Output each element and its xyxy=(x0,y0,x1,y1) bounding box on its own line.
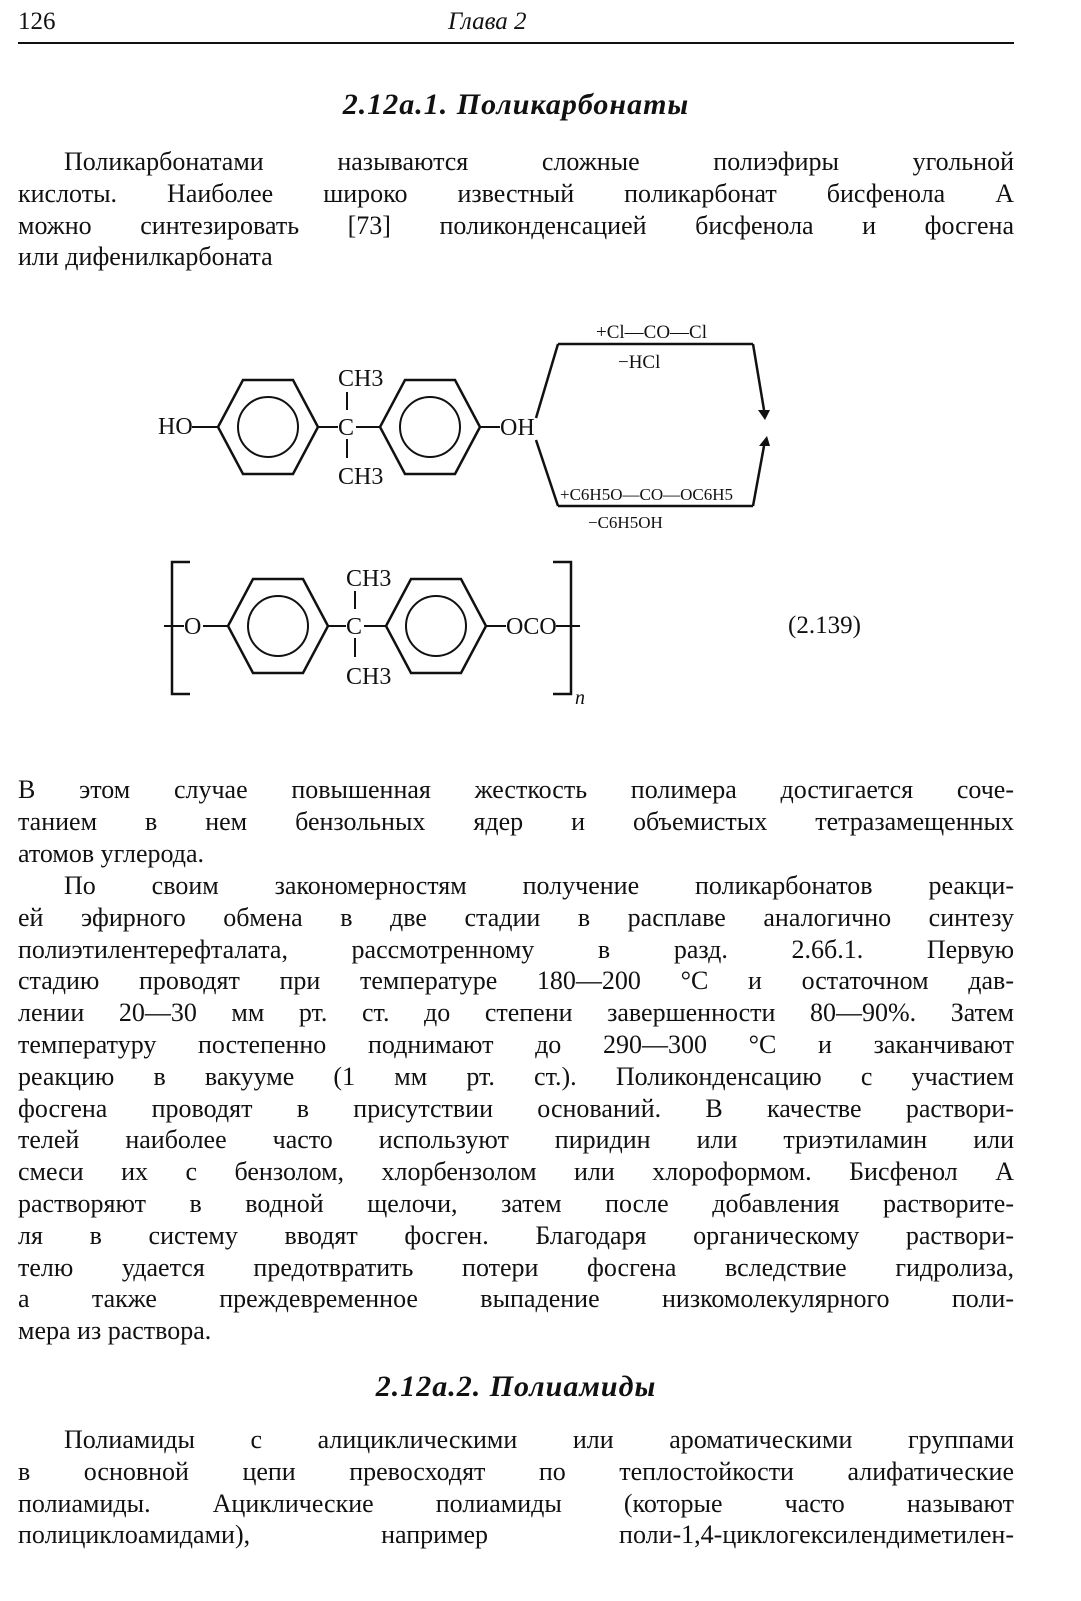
text-line: танием в нем бензольных ядер и объемистых тетразамещенных xyxy=(18,806,1014,836)
text-line: ей эфирного обмена в две стадии в расплаве аналогично синтезу xyxy=(18,902,1014,932)
text-line: растворяют в водной щелочи, затем после добавления растворите- xyxy=(18,1188,1014,1218)
intro-paragraph xyxy=(18,146,1014,273)
text-line: фосгена проводят в присутствии оснований. В качестве раствори- xyxy=(18,1093,1014,1123)
methyl-top: CH3 xyxy=(338,366,384,392)
monomer-left-group: HO xyxy=(158,414,193,440)
paragraph-rigidity xyxy=(18,774,1014,869)
route-bottom-reagent: +C6H5O—CO—OC6H5 xyxy=(560,485,733,504)
polycarbonate-repeat-unit xyxy=(164,562,585,709)
text-line: температуру постепенно поднимают до 290—300 °С и заканчивают xyxy=(18,1029,1014,1059)
text-line: атомов углерода. xyxy=(18,838,204,868)
polymer-right-group: OCO xyxy=(506,614,557,640)
paragraph-synthesis xyxy=(18,870,1014,1347)
paragraph-polyamides xyxy=(18,1424,1014,1551)
polymer-central-carbon: C xyxy=(346,614,363,640)
text-line: кислоты. Наиболее широко известный поликарбонат бисфенола А xyxy=(18,178,1014,208)
monomer-right-group: OH xyxy=(500,415,535,441)
text-line: стадию проводят при температуре 180—200 °С и остаточном дав- xyxy=(18,966,1014,996)
route-top-reagent: +Cl—CO—Cl xyxy=(596,322,708,343)
polymer-methyl-bottom: CH3 xyxy=(346,664,392,690)
polymer-left-group: O xyxy=(184,614,202,640)
text-line: ля в систему вводят фосген. Благодаря органическому раствори- xyxy=(18,1220,1014,1250)
text-line: а также преждевременное выпадение низкомолекулярного поли- xyxy=(18,1284,1014,1314)
text-line: телей наиболее часто используют пиридин или триэтиламин или xyxy=(18,1125,1014,1155)
benzene-ring xyxy=(386,579,486,673)
benzene-ring xyxy=(218,380,318,474)
text-line: полициклоамидами), например поли-1,4-циклогексилендиметилен- xyxy=(18,1520,1014,1550)
benzene-ring xyxy=(228,579,328,673)
text-line: полиамиды. Ациклические полиамиды (которые часто называют xyxy=(18,1488,1014,1518)
benzene-ring xyxy=(380,380,480,474)
route-top-byproduct: −HCl xyxy=(618,352,661,373)
text-line: Полиамиды с алициклическими или ароматическими группами xyxy=(64,1425,1014,1454)
methyl-bottom: CH3 xyxy=(338,464,384,490)
equation-number: (2.139) xyxy=(788,612,861,639)
text-line: можно синтезировать [73] поликонденсацией бисфенола и фосгена xyxy=(18,210,1014,240)
polymer-methyl-top: CH3 xyxy=(346,566,392,592)
book-page xyxy=(18,0,1014,1601)
text-line: смеси их с бензолом, хлорбензолом или хлороформом. Бисфенол А xyxy=(18,1157,1014,1187)
route-bottom-byproduct: −C6H5OH xyxy=(588,513,663,532)
text-line: в основной цепи превосходят по теплостойкости алифатические xyxy=(18,1456,1014,1486)
text-line: реакцию в вакууме (1 мм рт. ст.). Поликонденсацию с участием xyxy=(18,1061,1014,1091)
text-line: полиэтилентерефталата, рассмотренному в разд. 2.6б.1. Первую xyxy=(18,934,1014,964)
text-line: мера из раствора. xyxy=(18,1316,212,1346)
bisphenol-a-monomer xyxy=(158,366,535,490)
chapter-title: Глава 2 xyxy=(448,8,527,35)
text-line: В этом случае повышенная жесткость полимера достигается соче- xyxy=(18,775,1014,804)
central-carbon: C xyxy=(338,415,355,441)
section-title-polyamides: 2.12а.2. Полиамиды xyxy=(375,1370,657,1403)
running-header xyxy=(18,8,1014,44)
text-line: телю удается предотвратить потери фосгена вследствие гидролиза, xyxy=(18,1252,1014,1282)
text-line: Поликарбонатами называются сложные полиэфиры угольной xyxy=(64,147,1014,176)
reaction-scheme xyxy=(148,306,888,716)
text-line: По своим закономерностям получение поликарбонатов реакци- xyxy=(64,871,1014,900)
section-title-polycarbonates: 2.12а.1. Поликарбонаты xyxy=(342,88,690,121)
text-line: лении 20—30 мм рт. ст. до степени завершенности 80—90%. Затем xyxy=(18,998,1014,1028)
text-line: или дифенилкарбоната xyxy=(18,242,273,272)
degree-of-polymerization: n xyxy=(575,687,585,709)
page-number: 126 xyxy=(18,8,56,35)
